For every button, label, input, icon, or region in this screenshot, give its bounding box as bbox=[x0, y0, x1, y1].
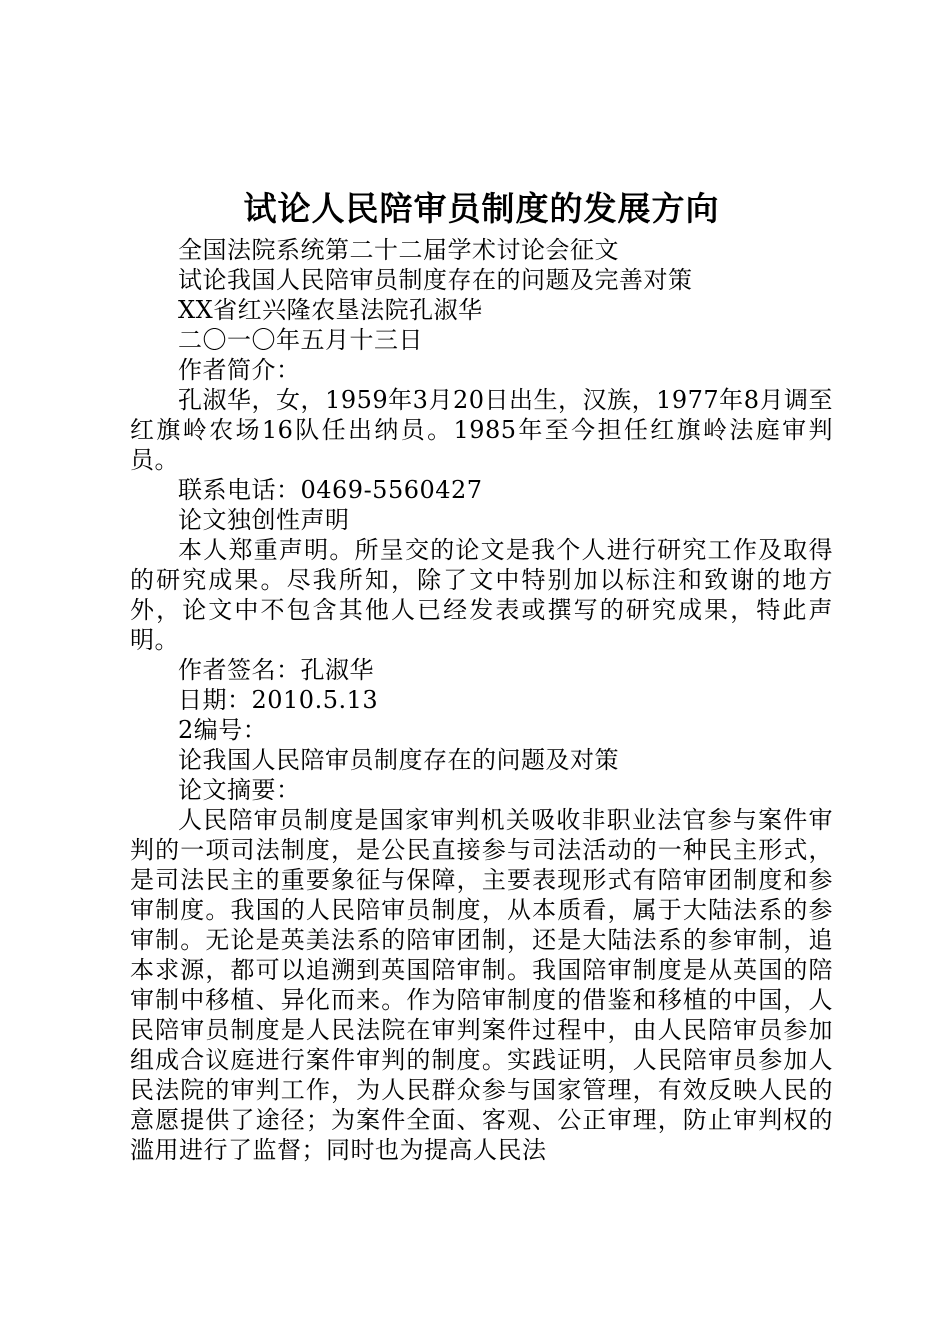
contact-phone: 联系电话：0469-5560427 bbox=[178, 476, 483, 504]
author-affiliation: XX省红兴隆农垦法院孔淑华 bbox=[178, 296, 483, 324]
document-page bbox=[130, 183, 833, 1165]
subtitle-paper-title: 试论我国人民陪审员制度存在的问题及完善对策 bbox=[178, 266, 693, 294]
paper-title: 论我国人民陪审员制度存在的问题及对策 bbox=[178, 746, 619, 774]
author-intro-body: 孔淑华，女，1959年3月20日出生，汉族，1977年8月调至红旗岭农场16队任出纳员。1985年至今担任红旗岭法庭审判员。 bbox=[130, 386, 833, 474]
subtitle-call-for-papers: 全国法院系统第二十二届学术讨论会征文 bbox=[178, 236, 619, 264]
document-title: 试论人民陪审员制度的发展方向 bbox=[243, 189, 720, 228]
originality-statement-heading: 论文独创性声明 bbox=[178, 506, 350, 534]
abstract-body: 人民陪审员制度是国家审判机关吸收非职业法官参与案件审判的一项司法制度，是公民直接参与司法活动的一种民主形式，是司法民主的重要象征与保障，主要表现形式有陪审团制度和参审制度。我国的人民陪审员制度，从本质看，属于大陆法系的参审制。无论是英美法系的陪审团制，还是大陆法系的参审制，追本求源，都可以追溯到英国陪审制。我国陪审制度是从英国的陪审制中移植、异化而来。作为陪审制度的借鉴和移植的中国，人民陪审员制度是人民法院在审判案件过程中，由人民陪审员参加组成合议庭进行案件审判的制度。实践证明，人民陪审员参加人民法院的审判工作，为人民群众参与国家管理，有效反映人民的意愿提供了途径；为案件全面、客观、公正审理，防止审判权的滥用进行了监督；同时也为提高人民法 bbox=[130, 806, 833, 1164]
serial-number: 2编号： bbox=[178, 716, 268, 744]
abstract-heading: 论文摘要： bbox=[178, 776, 301, 804]
author-signature: 作者签名：孔淑华 bbox=[178, 656, 374, 684]
originality-statement-body: 本人郑重声明。所呈交的论文是我个人进行研究工作及取得的研究成果。尽我所知，除了文中特别加以标注和致谢的地方外，论文中不包含其他人已经发表或撰写的研究成果，特此声明。 bbox=[130, 536, 833, 654]
author-intro-heading: 作者简介： bbox=[178, 356, 301, 384]
signature-date: 日期：2010.5.13 bbox=[178, 686, 379, 714]
document-date: 二〇一〇年五月十三日 bbox=[178, 326, 423, 354]
